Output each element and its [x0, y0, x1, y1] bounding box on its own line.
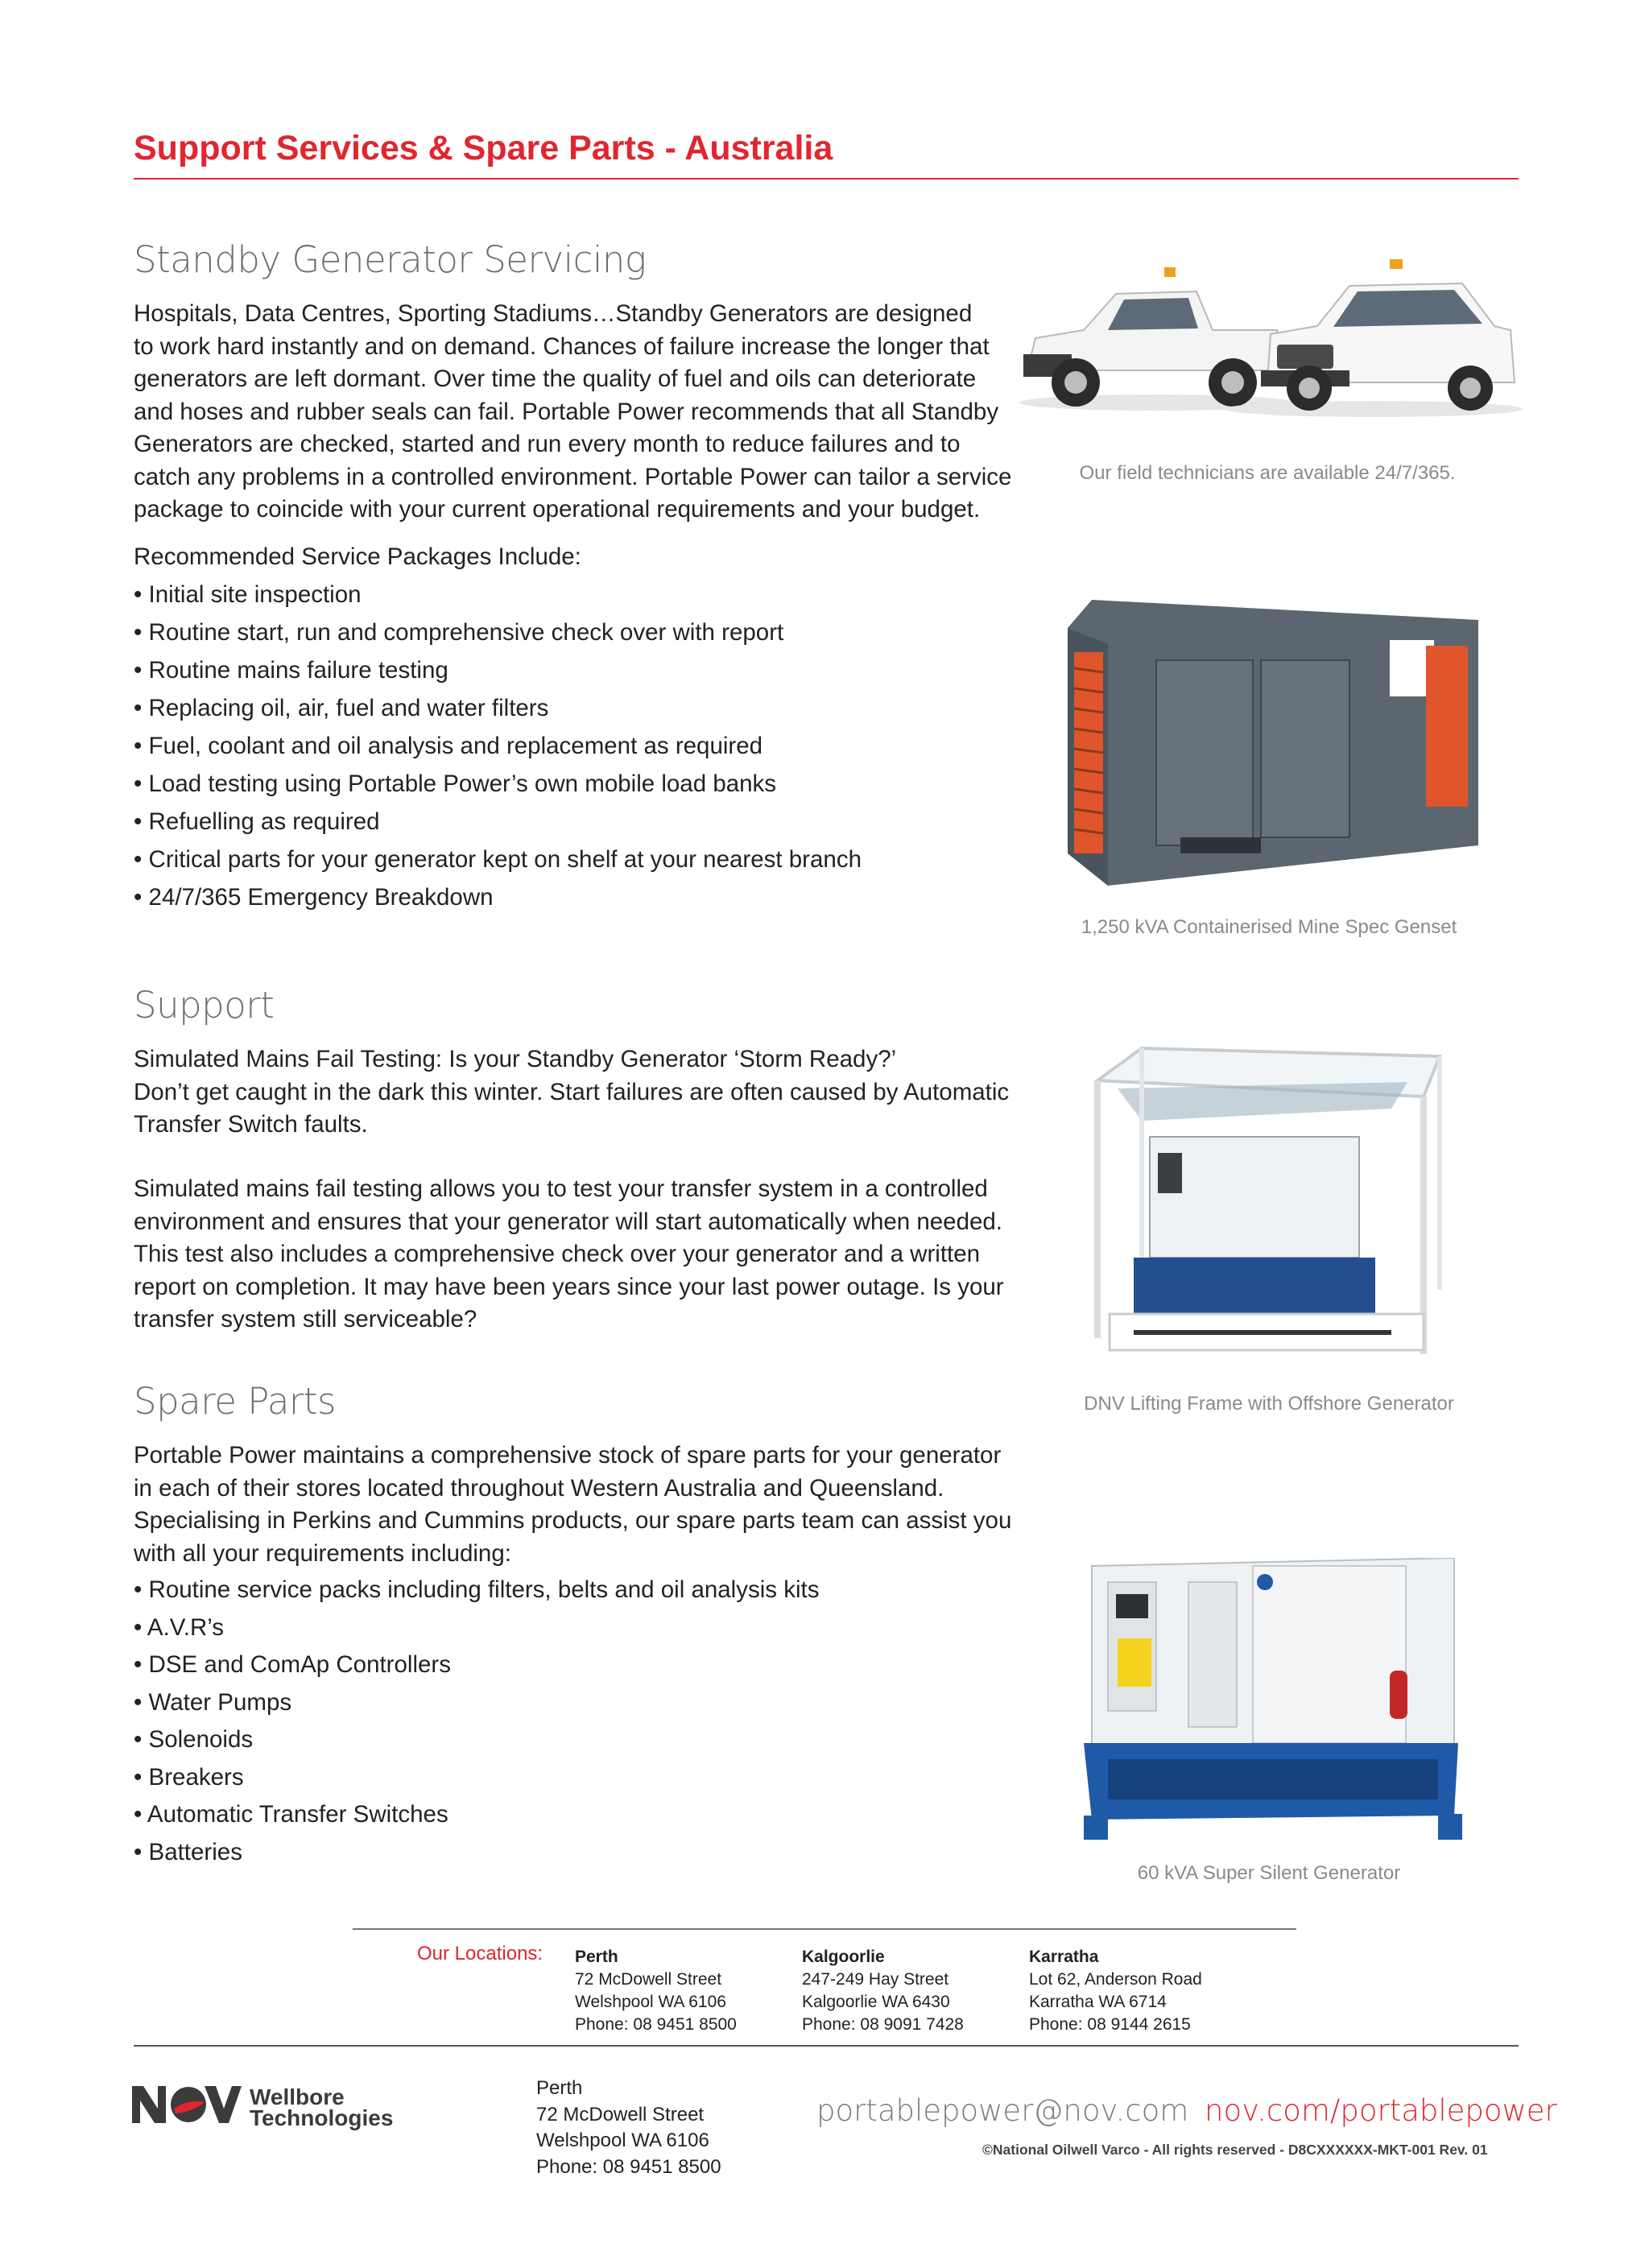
spare-line: in each of their stores located throughout Western Australia and Queensland. [134, 1474, 944, 1502]
spare-parts-list [134, 1572, 819, 1871]
standby-line: catch any problems in a controlled environment. Portable Power can tailor a service [134, 463, 1012, 490]
footer-address [536, 2076, 721, 2180]
service-packages-list [134, 576, 862, 916]
support-line: This test also includes a comprehensive check over your generator and a written [134, 1241, 981, 1267]
support-line: Don’t get caught in the dark this winter. Start failures are often caused by Automatic [134, 1078, 1010, 1105]
location-karratha [1029, 1946, 1202, 2036]
list-item: • Routine mains failure testing [134, 651, 862, 689]
location-phone: Phone: 08 9144 2615 [1029, 2015, 1191, 2034]
location-street: 247-249 Hay Street [802, 1970, 949, 1989]
footer-address-line: Welshpool WA 6106 [536, 2130, 709, 2151]
nov-logo [130, 2081, 404, 2131]
list-item: • Routine service packs including filters, belts and oil analysis kits [134, 1572, 819, 1609]
packages-intro: Recommended Service Packages Include: [134, 543, 581, 570]
standby-paragraph [134, 298, 1011, 527]
list-item: • Load testing using Portable Power’s own mobile load banks [134, 765, 862, 803]
list-item: • 24/7/365 Emergency Breakdown [134, 878, 862, 916]
silent-generator-photo [1084, 1558, 1462, 1852]
footer-address-line: 72 McDowell Street [536, 2103, 705, 2125]
list-item: • Solenoids [134, 1721, 819, 1759]
list-item: • Automatic Transfer Switches [134, 1796, 819, 1834]
location-phone: Phone: 08 9091 7428 [802, 2015, 964, 2034]
location-kalgoorlie [802, 1946, 964, 2036]
location-city: Karratha [1029, 1948, 1099, 1966]
footer-address-line: Perth [536, 2077, 583, 2099]
logo-line-2: Technologies [250, 2105, 394, 2130]
standby-line: and hoses and rubber seals can fail. Portable Power recommends that all Standby [134, 398, 999, 425]
list-item: • Refuelling as required [134, 803, 862, 841]
standby-line: package to coincide with your current operational requirements and your budget. [134, 496, 981, 523]
spare-parts-paragraph [134, 1440, 1011, 1570]
containerised-genset-caption: 1,250 kVA Containerised Mine Spec Genset [1081, 916, 1457, 938]
location-street: 72 McDowell Street [575, 1970, 722, 1989]
footer-email-link[interactable]: portablepower@nov.com [816, 2093, 1189, 2128]
support-line: Transfer Switch faults. [134, 1111, 368, 1138]
vehicles-caption: Our field technicians are available 24/7/365. [1079, 462, 1456, 484]
section-heading-spare-parts: Spare Parts [134, 1380, 336, 1423]
support-line: report on completion. It may have been years since your last power outage. Is your [134, 1273, 1004, 1300]
standby-line: generators are left dormant. Over time the quality of fuel and oils can deteriorate [134, 366, 977, 392]
lifting-frame-caption: DNV Lifting Frame with Offshore Generator [1084, 1393, 1454, 1415]
silent-generator-caption: 60 kVA Super Silent Generator [1137, 1862, 1401, 1884]
standby-line: to work hard instantly and on demand. Chances of failure increase the longer that [134, 333, 990, 360]
field-vehicles-photo [1011, 250, 1523, 419]
location-phone: Phone: 08 9451 8500 [575, 2015, 737, 2034]
page-title: Support Services & Spare Parts - Australia [134, 129, 833, 167]
list-item: • A.V.R’s [134, 1609, 819, 1647]
standby-line: Hospitals, Data Centres, Sporting Stadiums…Standby Generators are designed [134, 300, 973, 327]
list-item: • Critical parts for your generator kept on shelf at your nearest branch [134, 841, 862, 878]
location-suburb: Karratha WA 6714 [1029, 1993, 1167, 2011]
standby-line: Generators are checked, started and run every month to reduce failures and to [134, 431, 961, 457]
nov-logo-icon [130, 2084, 243, 2125]
spare-line: Specialising in Perkins and Cummins products, our spare parts team can assist you [134, 1507, 1012, 1534]
lifting-frame-photo [1085, 1032, 1448, 1378]
footer-divider [134, 2045, 1519, 2047]
title-divider [134, 178, 1519, 180]
containerised-genset-photo [1060, 596, 1478, 886]
list-item: • DSE and ComAp Controllers [134, 1646, 819, 1684]
section-heading-standby: Standby Generator Servicing [134, 238, 647, 281]
support-line: transfer system still serviceable? [134, 1306, 477, 1332]
support-line: environment and ensures that your generator will start automatically when needed. [134, 1208, 1002, 1235]
section-heading-support: Support [134, 984, 275, 1027]
locations-divider [353, 1928, 1296, 1930]
list-item: • Initial site inspection [134, 576, 862, 613]
location-suburb: Kalgoorlie WA 6430 [802, 1993, 950, 2011]
support-paragraph-1 [134, 1043, 1009, 1142]
footer-address-line: Phone: 08 9451 8500 [536, 2155, 721, 2178]
spare-line: Portable Power maintains a comprehensive stock of spare parts for your generator [134, 1442, 1002, 1469]
list-item: • Water Pumps [134, 1684, 819, 1722]
footer-website-link[interactable]: nov.com/portablepower [1205, 2093, 1557, 2128]
location-city: Kalgoorlie [802, 1948, 885, 1966]
support-line: Simulated mains fail testing allows you to test your transfer system in a controlled [134, 1175, 988, 1202]
logo-line-1: Wellbore [250, 2084, 345, 2109]
list-item: • Batteries [134, 1834, 819, 1872]
footer-copyright: ©National Oilwell Varco - All rights reserved - D8CXXXXXX-MKT-001 Rev. 01 [982, 2142, 1488, 2158]
list-item: • Fuel, coolant and oil analysis and replacement as required [134, 727, 862, 765]
location-street: Lot 62, Anderson Road [1029, 1970, 1202, 1989]
location-perth [575, 1946, 737, 2036]
location-city: Perth [575, 1948, 618, 1966]
spare-line: with all your requirements including: [134, 1539, 511, 1567]
location-suburb: Welshpool WA 6106 [575, 1993, 726, 2011]
list-item: • Breakers [134, 1759, 819, 1797]
support-paragraph-2 [134, 1173, 1004, 1336]
locations-label: Our Locations: [417, 1943, 543, 1964]
list-item: • Replacing oil, air, fuel and water filters [134, 689, 862, 727]
support-line: Simulated Mains Fail Testing: Is your Standby Generator ‘Storm Ready?’ [134, 1046, 897, 1072]
list-item: • Routine start, run and comprehensive check over with report [134, 613, 862, 651]
